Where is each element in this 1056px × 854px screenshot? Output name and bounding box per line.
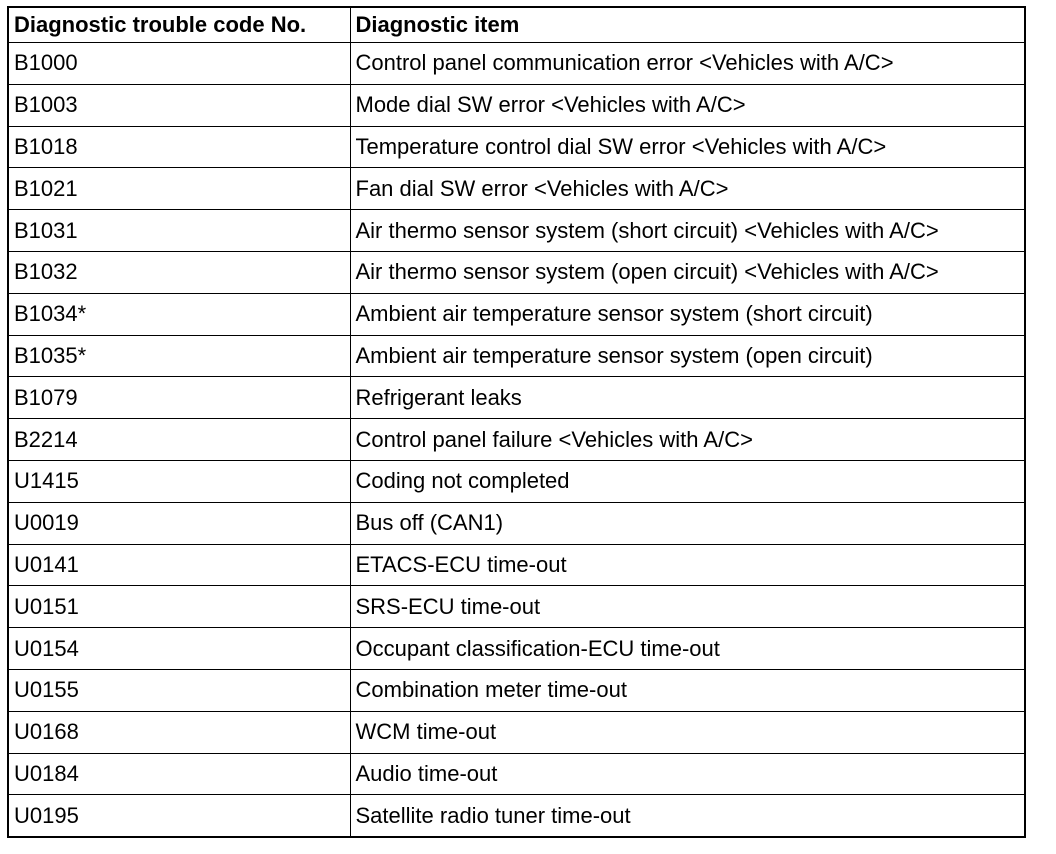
table-row <box>8 502 1025 544</box>
item-cell: Air thermo sensor system (short circuit) <Vehicles with A/C> <box>350 210 1025 252</box>
code-cell: B1018 <box>8 126 350 168</box>
table-row <box>8 335 1025 377</box>
table-row <box>8 460 1025 502</box>
item-cell: Ambient air temperature sensor system (short circuit) <box>350 293 1025 335</box>
code-cell: U0154 <box>8 628 350 670</box>
table-row <box>8 126 1025 168</box>
code-cell: B1035* <box>8 335 350 377</box>
code-cell: U0155 <box>8 669 350 711</box>
code-cell: B2214 <box>8 419 350 461</box>
table-row <box>8 293 1025 335</box>
code-cell: U0168 <box>8 711 350 753</box>
table-row <box>8 251 1025 293</box>
code-cell: B1031 <box>8 210 350 252</box>
code-cell: B1032 <box>8 251 350 293</box>
table-row <box>8 377 1025 419</box>
code-cell: B1003 <box>8 84 350 126</box>
item-cell: Satellite radio tuner time-out <box>350 795 1025 837</box>
item-cell: Coding not completed <box>350 460 1025 502</box>
table-row <box>8 84 1025 126</box>
item-cell: Refrigerant leaks <box>350 377 1025 419</box>
code-cell: B1021 <box>8 168 350 210</box>
table-row <box>8 628 1025 670</box>
table-row <box>8 753 1025 795</box>
item-cell: Audio time-out <box>350 753 1025 795</box>
diagnostic-code-table <box>7 6 1026 838</box>
table-row <box>8 210 1025 252</box>
code-cell: U0184 <box>8 753 350 795</box>
item-cell: WCM time-out <box>350 711 1025 753</box>
item-cell: Occupant classification-ECU time-out <box>350 628 1025 670</box>
table-row <box>8 43 1025 85</box>
table-row <box>8 544 1025 586</box>
item-cell: Control panel communication error <Vehicles with A/C> <box>350 43 1025 85</box>
header-row <box>8 7 1025 43</box>
code-cell: U0019 <box>8 502 350 544</box>
code-cell: B1000 <box>8 43 350 85</box>
item-cell: Fan dial SW error <Vehicles with A/C> <box>350 168 1025 210</box>
table-row <box>8 711 1025 753</box>
table-row <box>8 168 1025 210</box>
code-cell: B1034* <box>8 293 350 335</box>
table-row <box>8 795 1025 837</box>
item-cell: Mode dial SW error <Vehicles with A/C> <box>350 84 1025 126</box>
table-row <box>8 669 1025 711</box>
header-code: Diagnostic trouble code No. <box>8 7 350 43</box>
header-item: Diagnostic item <box>350 7 1025 43</box>
code-cell: U1415 <box>8 460 350 502</box>
item-cell: SRS-ECU time-out <box>350 586 1025 628</box>
item-cell: Ambient air temperature sensor system (open circuit) <box>350 335 1025 377</box>
table-header <box>8 7 1025 43</box>
code-cell: U0141 <box>8 544 350 586</box>
code-cell: U0195 <box>8 795 350 837</box>
table-row <box>8 586 1025 628</box>
item-cell: Temperature control dial SW error <Vehicles with A/C> <box>350 126 1025 168</box>
table-row <box>8 419 1025 461</box>
item-cell: Combination meter time-out <box>350 669 1025 711</box>
item-cell: Bus off (CAN1) <box>350 502 1025 544</box>
code-cell: U0151 <box>8 586 350 628</box>
item-cell: Air thermo sensor system (open circuit) <Vehicles with A/C> <box>350 251 1025 293</box>
table-body <box>8 43 1025 838</box>
item-cell: ETACS-ECU time-out <box>350 544 1025 586</box>
item-cell: Control panel failure <Vehicles with A/C> <box>350 419 1025 461</box>
code-cell: B1079 <box>8 377 350 419</box>
